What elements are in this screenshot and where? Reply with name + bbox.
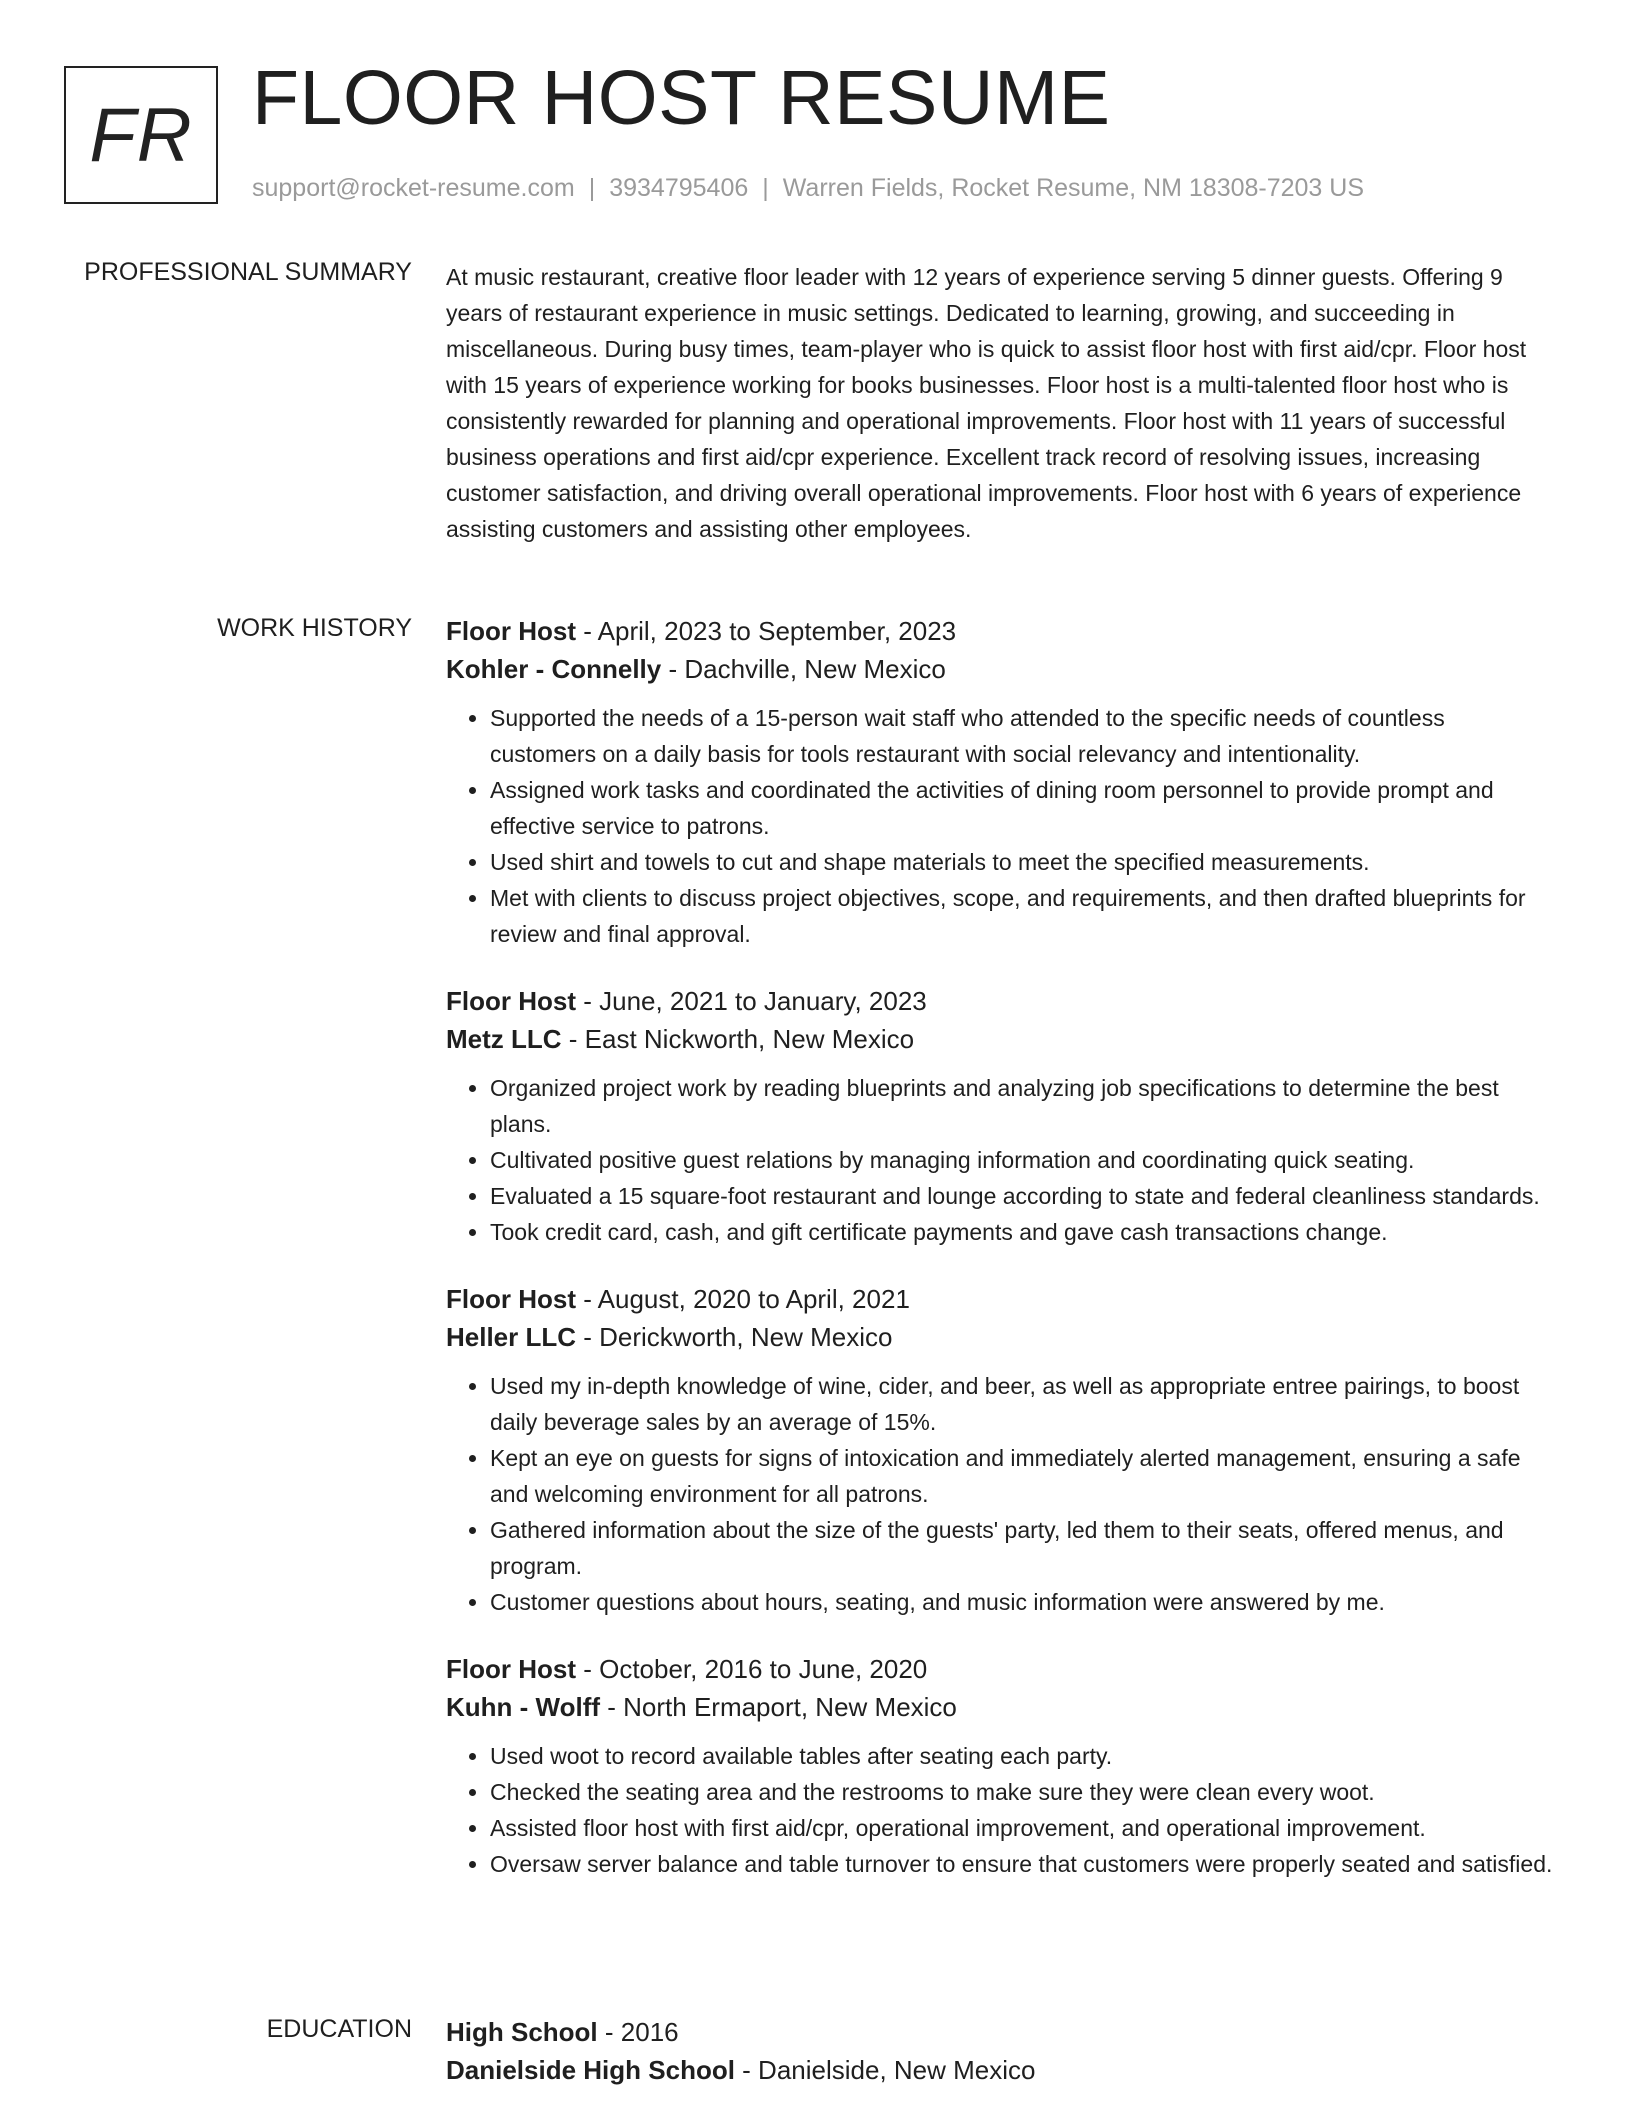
job-location: - Derickworth, New Mexico xyxy=(576,1322,893,1352)
job-bullet: • Used my in-depth knowledge of wine, cider, and beer, as well as appropriate entree pairings, to boost daily beverage sales by an average of 15%. xyxy=(490,1368,1556,1440)
job-company-line xyxy=(446,1318,1556,1356)
education-school-line xyxy=(446,2051,1556,2089)
contact-line xyxy=(252,174,1364,203)
job-bullet: • Cultivated positive guest relations by managing information and coordinating quick seating. xyxy=(490,1142,1556,1178)
contact-separator: | xyxy=(588,174,596,202)
contact-address: Warren Fields, Rocket Resume, NM 18308-7203 US xyxy=(782,174,1365,202)
education-heading: EDUCATION xyxy=(266,2015,412,2043)
job-title: Floor Host xyxy=(446,1654,576,1684)
monogram-initials: FR xyxy=(89,92,193,178)
summary-text: At music restaurant, creative floor leader with 12 years of experience serving 5 dinner guests. Offering 9 years of restaurant experience in music settings. Dedicated to learning, growing, and succeeding in miscellaneous. During busy times, team-player who is quick to assist floor host with first aid/cpr. Floor host with 15 years of experience working for books businesses. Floor host is a multi-talented floor host who is consistently rewarded for planning and operational improvements. Floor host with 11 years of successful business operations and first aid/cpr experience. Excellent track record of resolving issues, increasing customer satisfaction, and driving overall operational improvements. Floor host with 6 years of experience assisting customers and assisting other employees. xyxy=(446,264,1527,542)
education-location: - Danielside, New Mexico xyxy=(734,2055,1036,2085)
job-bullet: • Met with clients to discuss project objectives, scope, and requirements, and then drafted blueprints for review and final approval. xyxy=(490,880,1556,952)
monogram-box xyxy=(64,66,218,204)
contact-phone[interactable]: 3934795406 xyxy=(609,174,749,202)
job-title: Floor Host xyxy=(446,986,576,1016)
job-bullet: • Took credit card, cash, and gift certificate payments and gave cash transactions change. xyxy=(490,1214,1556,1250)
education-year: - 2016 xyxy=(597,2017,679,2047)
job-location: - North Ermaport, New Mexico xyxy=(600,1692,957,1722)
job-entry xyxy=(446,612,1556,952)
job-bullet: • Oversaw server balance and table turnover to ensure that customers were properly seated and satisfied. xyxy=(490,1846,1556,1882)
job-company: Kuhn - Wolff xyxy=(446,1692,601,1722)
summary-heading: PROFESSIONAL SUMMARY xyxy=(84,258,412,286)
contact-separator: | xyxy=(762,174,769,202)
job-company-line xyxy=(446,1688,1556,1726)
job-entry xyxy=(446,1280,1556,1620)
job-bullets xyxy=(446,1070,1556,1250)
job-bullets xyxy=(446,1738,1556,1882)
job-title-line xyxy=(446,1650,1556,1688)
education-school: Danielside High School xyxy=(446,2055,735,2085)
job-bullet: • Assisted floor host with first aid/cpr, operational improvement, and operational improvement. xyxy=(490,1810,1556,1846)
job-dates: - October, 2016 to June, 2020 xyxy=(576,1654,928,1684)
job-bullet: • Assigned work tasks and coordinated the activities of dining room personnel to provide prompt and effective service to patrons. xyxy=(490,772,1556,844)
job-dates: - June, 2021 to January, 2023 xyxy=(576,986,927,1016)
resume-title: FLOOR HOST RESUME xyxy=(252,55,1111,141)
job-company: Heller LLC xyxy=(446,1322,577,1352)
contact-email[interactable]: support@rocket-resume.com xyxy=(252,174,575,202)
job-dates: - August, 2020 to April, 2021 xyxy=(576,1284,910,1314)
job-location: - East Nickworth, New Mexico xyxy=(561,1024,915,1054)
job-bullet: • Customer questions about hours, seating, and music information were answered by me. xyxy=(490,1584,1556,1620)
job-company: Kohler - Connelly xyxy=(446,654,662,684)
job-title-line xyxy=(446,982,1556,1020)
job-bullet: • Gathered information about the size of the guests' party, led them to their seats, offered menus, and program. xyxy=(490,1512,1556,1584)
job-entry xyxy=(446,982,1556,1250)
job-bullet: • Used woot to record available tables after seating each party. xyxy=(490,1738,1556,1774)
job-location: - Dachville, New Mexico xyxy=(661,654,946,684)
job-bullet: • Used shirt and towels to cut and shape materials to meet the specified measurements. xyxy=(490,844,1556,880)
work-history-heading: WORK HISTORY xyxy=(217,614,412,642)
job-bullet: • Supported the needs of a 15-person wait staff who attended to the specific needs of countless customers on a daily basis for tools restaurant with social relevancy and intentionality. xyxy=(490,700,1556,772)
job-bullets xyxy=(446,700,1556,952)
job-company-line xyxy=(446,650,1556,688)
job-company-line xyxy=(446,1020,1556,1058)
job-title-line xyxy=(446,1280,1556,1318)
job-title: Floor Host xyxy=(446,616,576,646)
job-bullet: • Evaluated a 15 square-foot restaurant and lounge according to state and federal cleanliness standards. xyxy=(490,1178,1556,1214)
job-title: Floor Host xyxy=(446,1284,576,1314)
job-bullets xyxy=(446,1368,1556,1620)
job-company: Metz LLC xyxy=(446,1024,562,1054)
education-degree-line xyxy=(446,2013,1556,2051)
job-dates: - April, 2023 to September, 2023 xyxy=(576,616,957,646)
job-title-line xyxy=(446,612,1556,650)
job-bullet: • Checked the seating area and the restrooms to make sure they were clean every woot. xyxy=(490,1774,1556,1810)
job-entry xyxy=(446,1650,1556,1882)
education-degree: High School xyxy=(446,2017,598,2047)
job-bullet: • Organized project work by reading blueprints and analyzing job specifications to determine the best plans. xyxy=(490,1070,1556,1142)
job-bullet: • Kept an eye on guests for signs of intoxication and immediately alerted management, ensuring a safe and welcoming environment for all patrons. xyxy=(490,1440,1556,1512)
